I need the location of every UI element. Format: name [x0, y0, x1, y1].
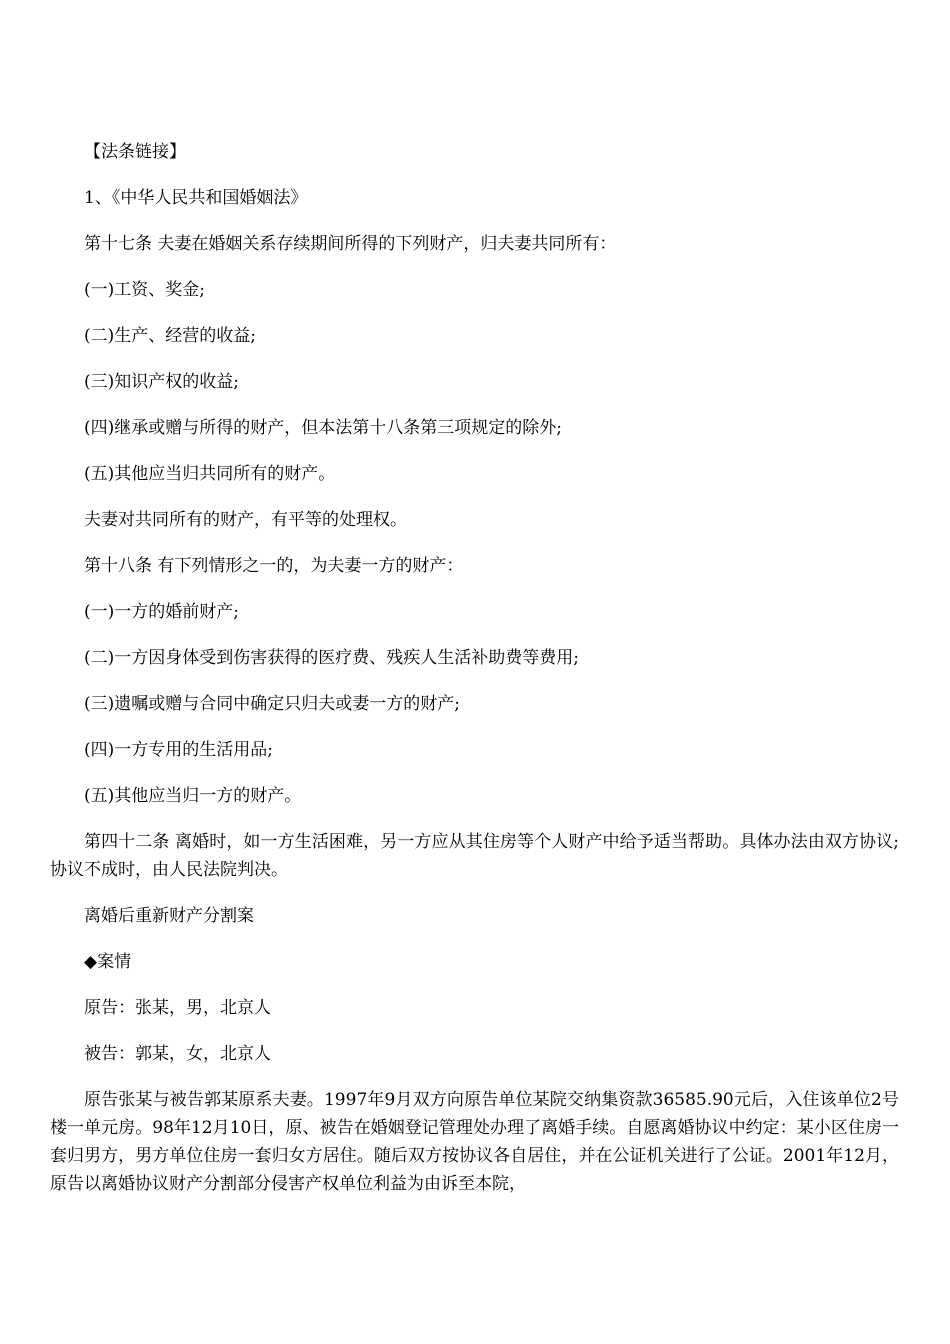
plaintiff-line: 原告：张某，男，北京人 — [84, 998, 271, 1018]
article-17-rights: 夫妻对共同所有的财产，有平等的处理权。 — [84, 510, 407, 530]
article-42: 第四十二条 离婚时，如一方生活困难，另一方应从其住房等个人财产中给予适当帮助。具体办法由双方协议;协议不成时，由人民法院判决。 — [50, 832, 899, 880]
document-body — [50, 138, 899, 1216]
section-heading: 【法条链接】 — [84, 142, 186, 162]
article-17-item: (一)工资、奖金; — [84, 280, 205, 300]
case-section-heading: ◆案情 — [84, 952, 132, 972]
article-18-item: (四)一方专用的生活用品; — [84, 740, 273, 760]
case-facts: 原告张某与被告郭某原系夫妻。1997年9月双方向原告单位某院交纳集资款36585.90元后，入住该单位2号楼一单元房。98年12月10日，原、被告在婚姻登记管理处办理了离婚手续。自愿离婚协议中约定：某小区住房一套归男方，男方单位住房一套归女方居住。随后双方按协议各自居住，并在公证机关进行了公证。2001年12月，原告以离婚协议财产分割部分侵害产权单位利益为由诉至本院， — [50, 1090, 899, 1194]
article-18-item: (五)其他应当归一方的财产。 — [84, 786, 302, 806]
article-17-item: (五)其他应当归共同所有的财产。 — [84, 464, 336, 484]
article-18-intro: 第十八条 有下列情形之一的，为夫妻一方的财产： — [84, 556, 464, 576]
defendant-line: 被告：郭某，女，北京人 — [84, 1044, 271, 1064]
article-17-item: (四)继承或赠与所得的财产，但本法第十八条第三项规定的除外; — [84, 418, 562, 438]
article-18-item: (三)遗嘱或赠与合同中确定只归夫或妻一方的财产; — [84, 694, 460, 714]
law-title: 1、《中华人民共和国婚姻法》 — [84, 188, 308, 208]
article-17-intro: 第十七条 夫妻在婚姻关系存续期间所得的下列财产，归夫妻共同所有： — [84, 234, 617, 254]
article-18-item: (二)一方因身体受到伤害获得的医疗费、残疾人生活补助费等费用; — [84, 648, 579, 668]
article-17-item: (三)知识产权的收益; — [84, 372, 239, 392]
article-18-item: (一)一方的婚前财产; — [84, 602, 239, 622]
case-title: 离婚后重新财产分割案 — [84, 906, 254, 926]
article-17-item: (二)生产、经营的收益; — [84, 326, 256, 346]
